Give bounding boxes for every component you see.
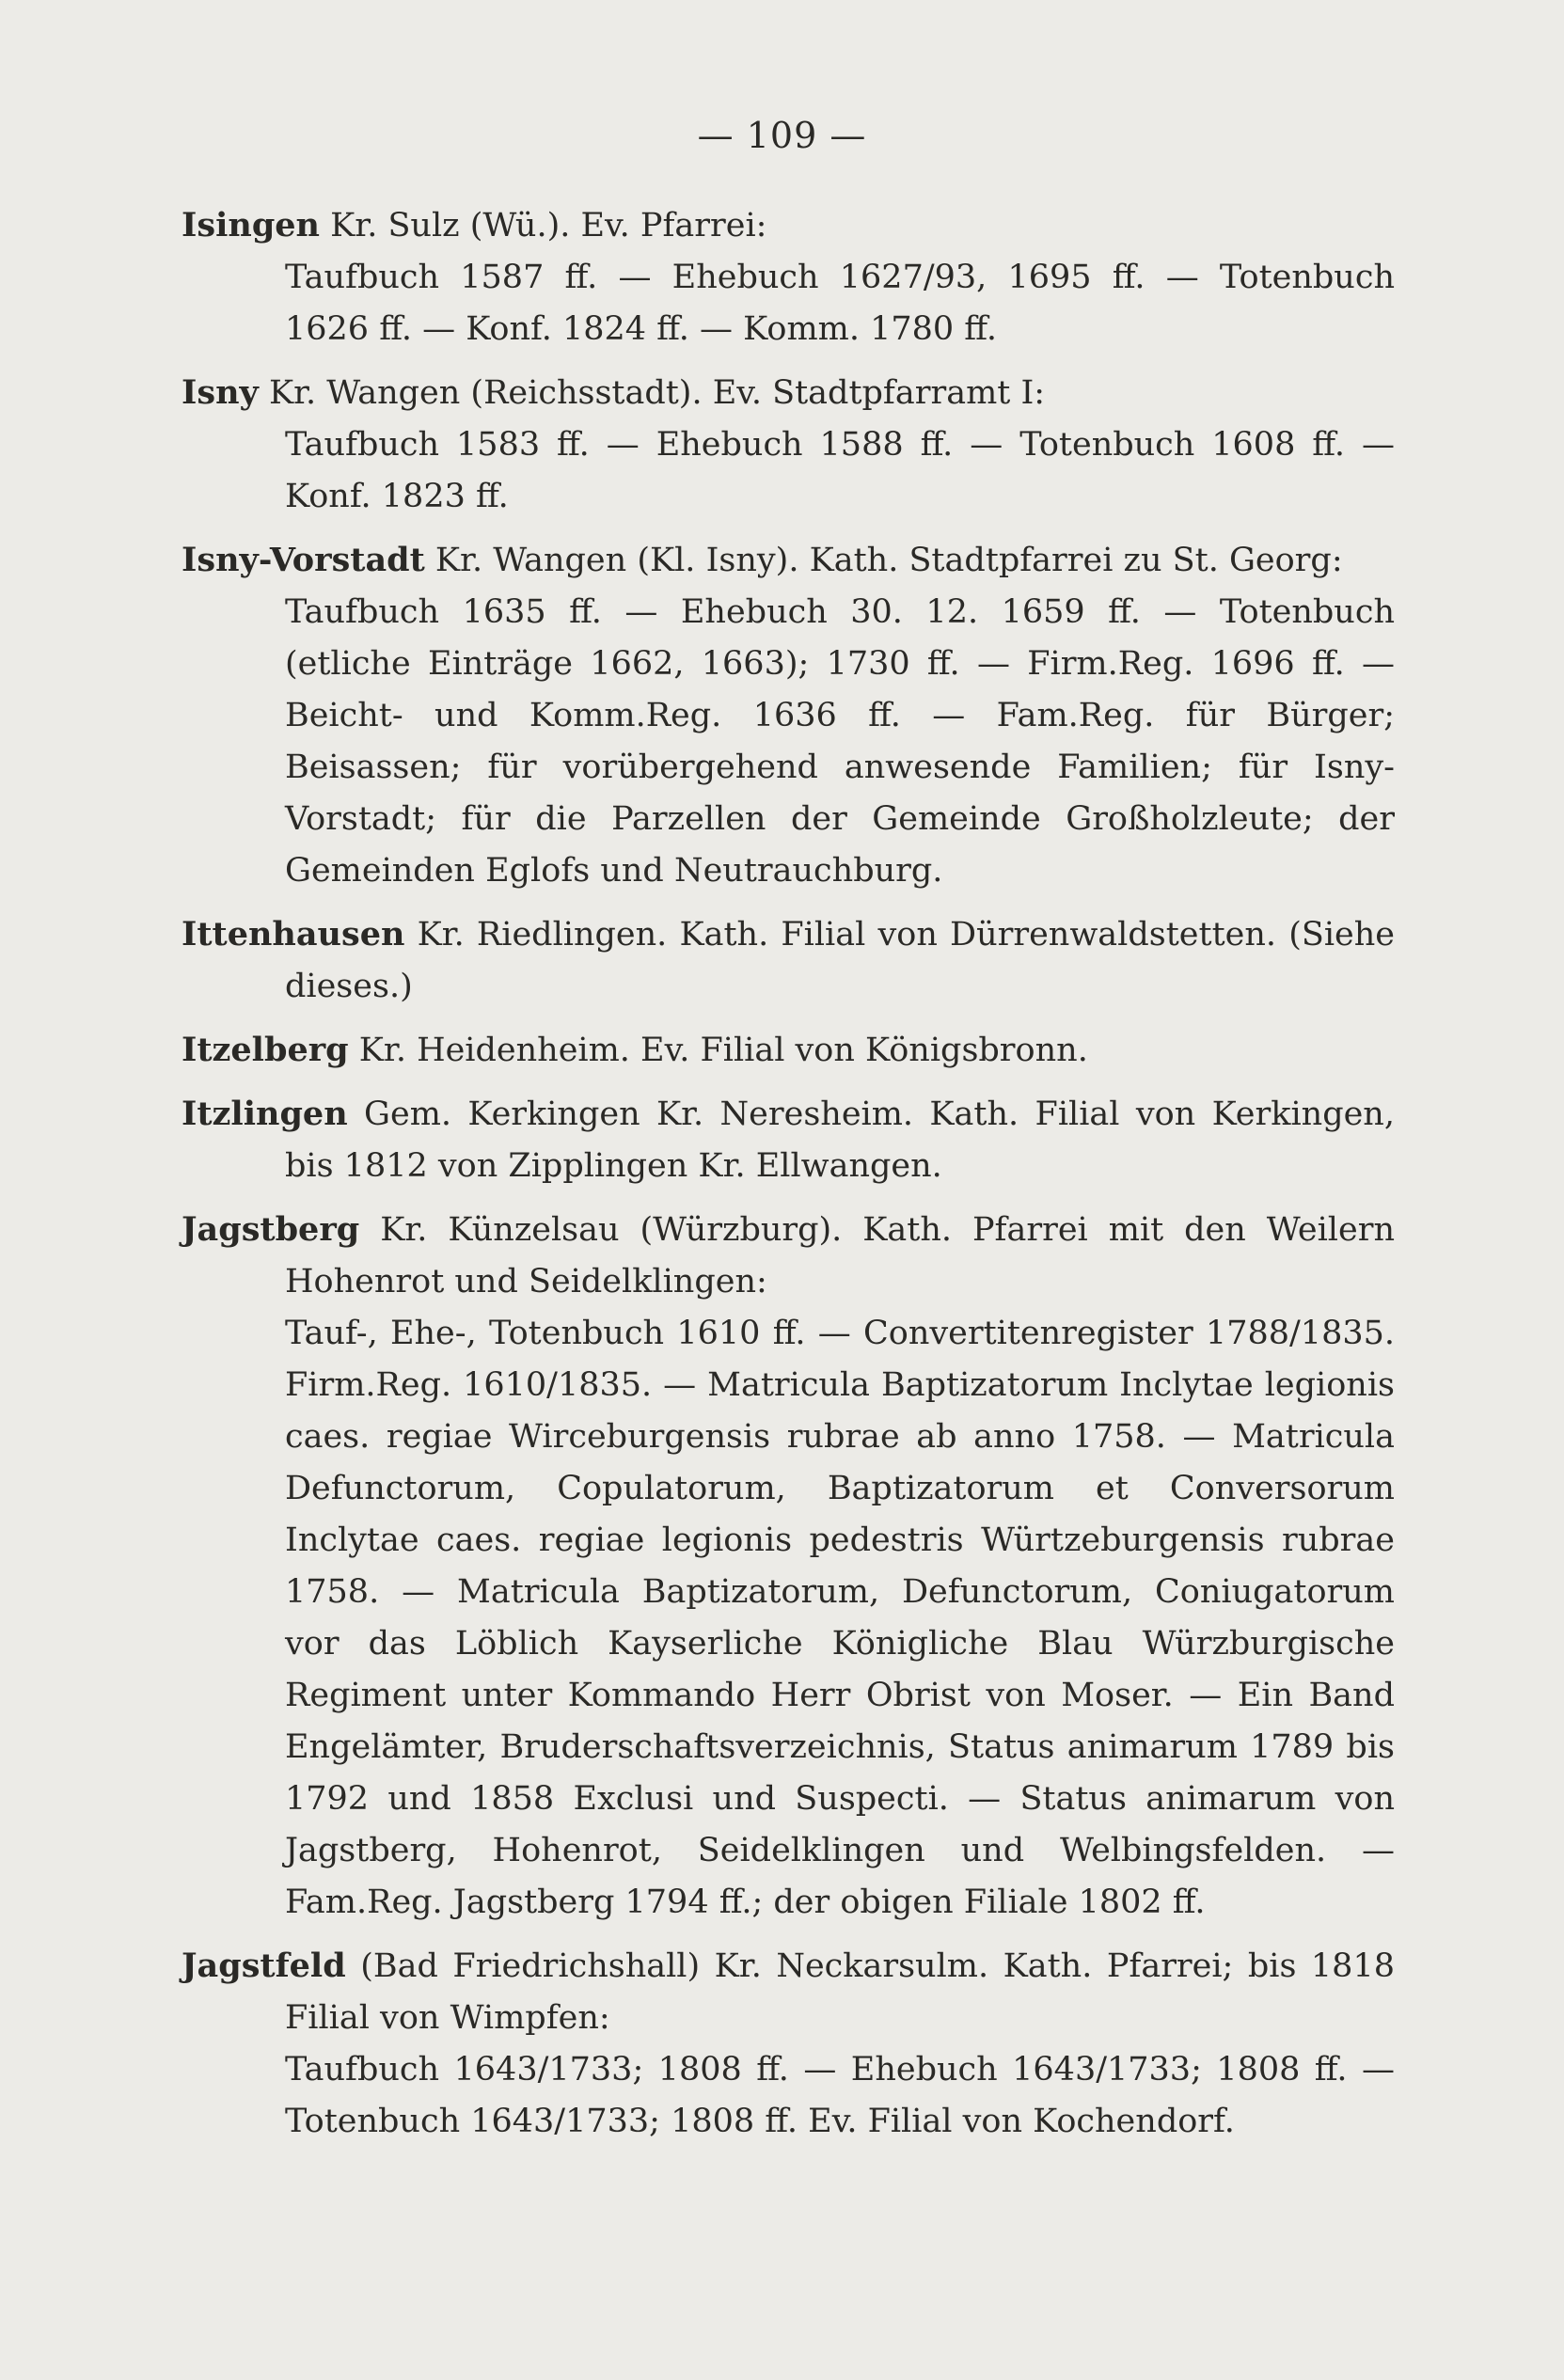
- entry-heading: Jagstfeld: [182, 1947, 346, 1985]
- entry-records: Tauf-, Ehe-, Totenbuch 1610 ff. — Convertitenregister 1788/1835. Firm.Reg. 1610/1835. — Matricula Baptizatorum Inclytae legionis caes. regiae Wirceburgensis rubrae ab anno 1758. — Matricula Defunctorum, Copulatorum, Baptizatorum et Conversorum Inclytae caes. regiae legionis pedestris Würtzeburgensis rubrae 1758. — Matricula Baptizatorum, Defunctorum, Coniugatorum vor das Löblich Kayserliche Königliche Blau Würzburgische Regiment unter Kommando Herr Obrist von Moser. — Ein Band Engelämter, Bruderschaftsverzeichnis, Status animarum 1789 bis 1792 und 1858 Exclusi und Suspecti. — Status animarum von Jagstberg, Hohenrot, Seidelklingen und Welbingsfelden. — Fam.Reg. Jagstberg 1794 ff.; der obigen Filiale 1802 ff.: [285, 1315, 1395, 1921]
- entry-heading: Itzlingen: [182, 1095, 348, 1133]
- entry-heading: Jagstberg: [182, 1210, 360, 1249]
- entry-records: Taufbuch 1643/1733; 1808 ff. — Ehebuch 1643/1733; 1808 ff. — Totenbuch 1643/1733; 1808 ff. Ev. Filial von Kochendorf.: [285, 2051, 1395, 2140]
- entry-records: Taufbuch 1587 ff. — Ehebuch 1627/93, 1695 ff. — Totenbuch 1626 ff. — Konf. 1824 ff. — Komm. 1780 ff.: [285, 259, 1395, 348]
- entry-jagstberg: [182, 1204, 1395, 1929]
- entry-heading: Isny: [182, 373, 259, 412]
- entry-heading: Ittenhausen: [182, 915, 405, 954]
- entry-jagstfeld: [182, 1940, 1395, 2148]
- entry-text: Kr. Heidenheim. Ev. Filial von Königsbronn.: [358, 1032, 1088, 1069]
- entry-records: Taufbuch 1583 ff. — Ehebuch 1588 ff. — Totenbuch 1608 ff. — Konf. 1823 ff.: [285, 426, 1395, 515]
- entry-heading: Isny-Vorstadt: [182, 541, 425, 579]
- entry-itzelberg: [182, 1024, 1395, 1077]
- entry-text: (Bad Friedrichshall) Kr. Neckarsulm. Kath. Pfarrei; bis 1818 Filial von Wimpfen:: [285, 1947, 1395, 2037]
- entry-itzlingen: [182, 1088, 1395, 1192]
- entry-heading: Itzelberg: [182, 1031, 349, 1069]
- entry-isny: [182, 367, 1395, 523]
- entry-ittenhausen: [182, 908, 1395, 1013]
- entry-records: Taufbuch 1635 ff. — Ehebuch 30. 12. 1659 ff. — Totenbuch (etliche Einträge 1662, 1663); 1730 ff. — Firm.Reg. 1696 ff. — Beicht- und Komm.Reg. 1636 ff. — Fam.Reg. für Bürger; Beisassen; für vorübergehend anwesende Familien; für Isny-Vorstadt; für die Parzellen der Gemeinde Großholzleute; der Gemeinden Eglofs und Neutrauchburg.: [285, 593, 1395, 890]
- entry-heading: Isingen: [182, 206, 321, 244]
- entry-text: Gem. Kerkingen Kr. Neresheim. Kath. Filial von Kerkingen, bis 1812 von Zipplingen Kr. Ellwangen.: [285, 1095, 1395, 1185]
- entry-text: Kr. Künzelsau (Würzburg). Kath. Pfarrei mit den Weilern Hohenrot und Seidelklingen:: [285, 1211, 1395, 1300]
- entry-text: Kr. Sulz (Wü.). Ev. Pfarrei:: [330, 207, 767, 244]
- entry-text: Kr. Riedlingen. Kath. Filial von Dürrenwaldstetten. (Siehe dieses.): [285, 916, 1395, 1005]
- page-number: — 109 —: [697, 115, 867, 156]
- entry-isingen: [182, 199, 1395, 355]
- entry-text: Kr. Wangen (Reichsstadt). Ev. Stadtpfarramt I:: [269, 374, 1046, 412]
- entry-list: [182, 199, 1395, 2159]
- entry-text: Kr. Wangen (Kl. Isny). Kath. Stadtpfarrei zu St. Georg:: [434, 542, 1343, 579]
- entry-isny-vorstadt: [182, 534, 1395, 897]
